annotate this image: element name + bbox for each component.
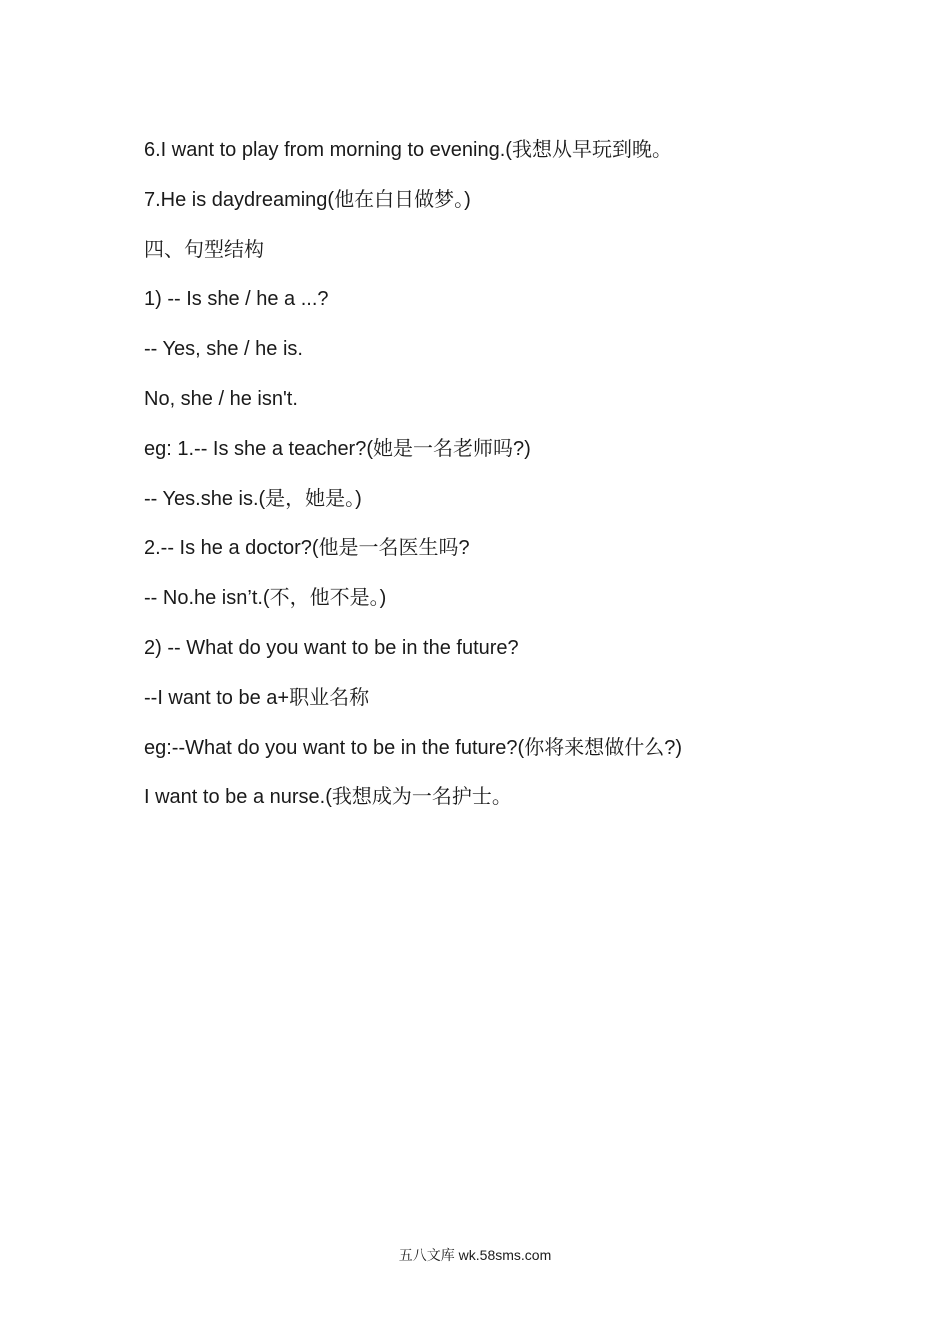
page-footer: 五八文库 wk.58sms.com [398, 1247, 552, 1263]
text-line: --I want to be a+职业名称 [144, 686, 370, 709]
text-line: -- Yes, she / he is. [144, 338, 303, 361]
text-line: -- No.he isn’t.(不，他不是。) [144, 587, 387, 610]
text-line: eg:--What do you want to be in the future?(你将来想做什么?) [144, 736, 682, 759]
section-heading: 四、句型结构 [144, 238, 264, 261]
text-line: 1) -- Is she / he a ...? [144, 288, 329, 311]
text-line: -- Yes.she is.(是，她是。) [144, 487, 362, 510]
text-line: 6.I want to play from morning to evening.(我想从早玩到晚。 [144, 139, 672, 161]
text-line: 2) -- What do you want to be in the future? [144, 636, 519, 659]
text-line: I want to be a nurse.(我想成为一名护士。 [144, 786, 512, 809]
text-line: 7.He is daydreaming(他在白日做梦。) [144, 188, 471, 211]
document-body [144, 132, 844, 829]
text-line: No, she / he isn't. [144, 387, 298, 410]
text-line: 2.-- Is he a doctor?(他是一名医生吗? [144, 537, 470, 560]
text-line: eg: 1.-- Is she a teacher?(她是一名老师吗?) [144, 437, 531, 460]
